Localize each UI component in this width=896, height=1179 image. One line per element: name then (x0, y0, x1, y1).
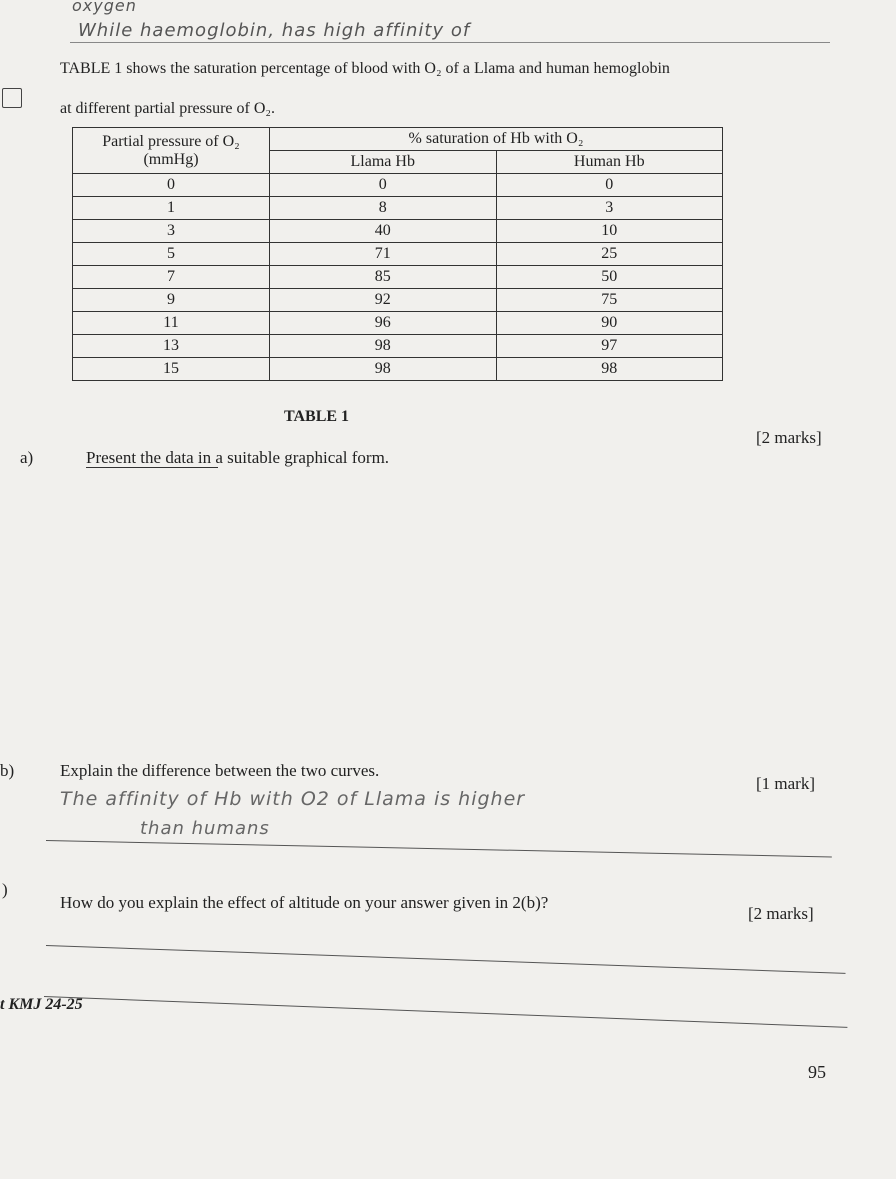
header-human: Human Hb (496, 151, 723, 174)
question-a-underline (86, 467, 218, 468)
question-a-text: Present the data in a suitable graphical form. (86, 448, 390, 467)
handwriting-top-2: While haemoglobin, has high affinity of (78, 20, 471, 41)
handwriting-underline (70, 42, 830, 43)
intro-line-2: at different partial pressure of O₂. (60, 100, 275, 117)
header-pressure: Partial pressure of O₂ (mmHg) (73, 128, 270, 174)
handwriting-top-1: oxygen (72, 0, 137, 15)
table-caption: TABLE 1 (284, 408, 350, 425)
table-row: 9 92 75 (73, 289, 723, 312)
table-row: 11 96 90 (73, 312, 723, 335)
table-row: 7 85 50 (73, 266, 723, 289)
question-number-box (2, 88, 22, 108)
page-number: 95 (808, 1062, 826, 1082)
intro-line-1: TABLE 1 shows the saturation percentage of blood with O₂ of a Llama and human hemoglobin (60, 60, 670, 77)
header-llama: Llama Hb (270, 151, 497, 174)
question-c-marks: [2 marks] (748, 904, 814, 923)
question-b-marks: [1 mark] (756, 774, 816, 793)
question-c-text: How do you explain the effect of altitude on your answer given in 2(b)? (60, 893, 549, 912)
question-b-text: Explain the difference between the two curves. (60, 761, 380, 780)
table-row: 15 98 98 (73, 358, 723, 381)
question-b-label: b) (0, 761, 15, 780)
answer-c-line-2 (44, 996, 847, 1028)
answer-b-line-1: The affinity of Hb with O2 of Llama is higher (60, 788, 526, 810)
answer-c-line-1 (46, 945, 846, 974)
table-row: 3 40 10 (73, 220, 723, 243)
table-row: 13 98 97 (73, 335, 723, 358)
question-a-marks: [2 marks] (756, 428, 822, 447)
table-row: 1 8 3 (73, 197, 723, 220)
header-saturation: % saturation of Hb with O₂ (270, 128, 723, 151)
table-row: 5 71 25 (73, 243, 723, 266)
footer-code: t KMJ 24-25 (0, 996, 83, 1013)
data-table (72, 127, 723, 381)
answer-b-line-2: than humans (140, 818, 270, 839)
answer-b-line (46, 840, 832, 857)
question-c-label: ) (2, 880, 8, 899)
table-row: 0 0 0 (73, 174, 723, 197)
question-a-label: a) (20, 448, 34, 467)
